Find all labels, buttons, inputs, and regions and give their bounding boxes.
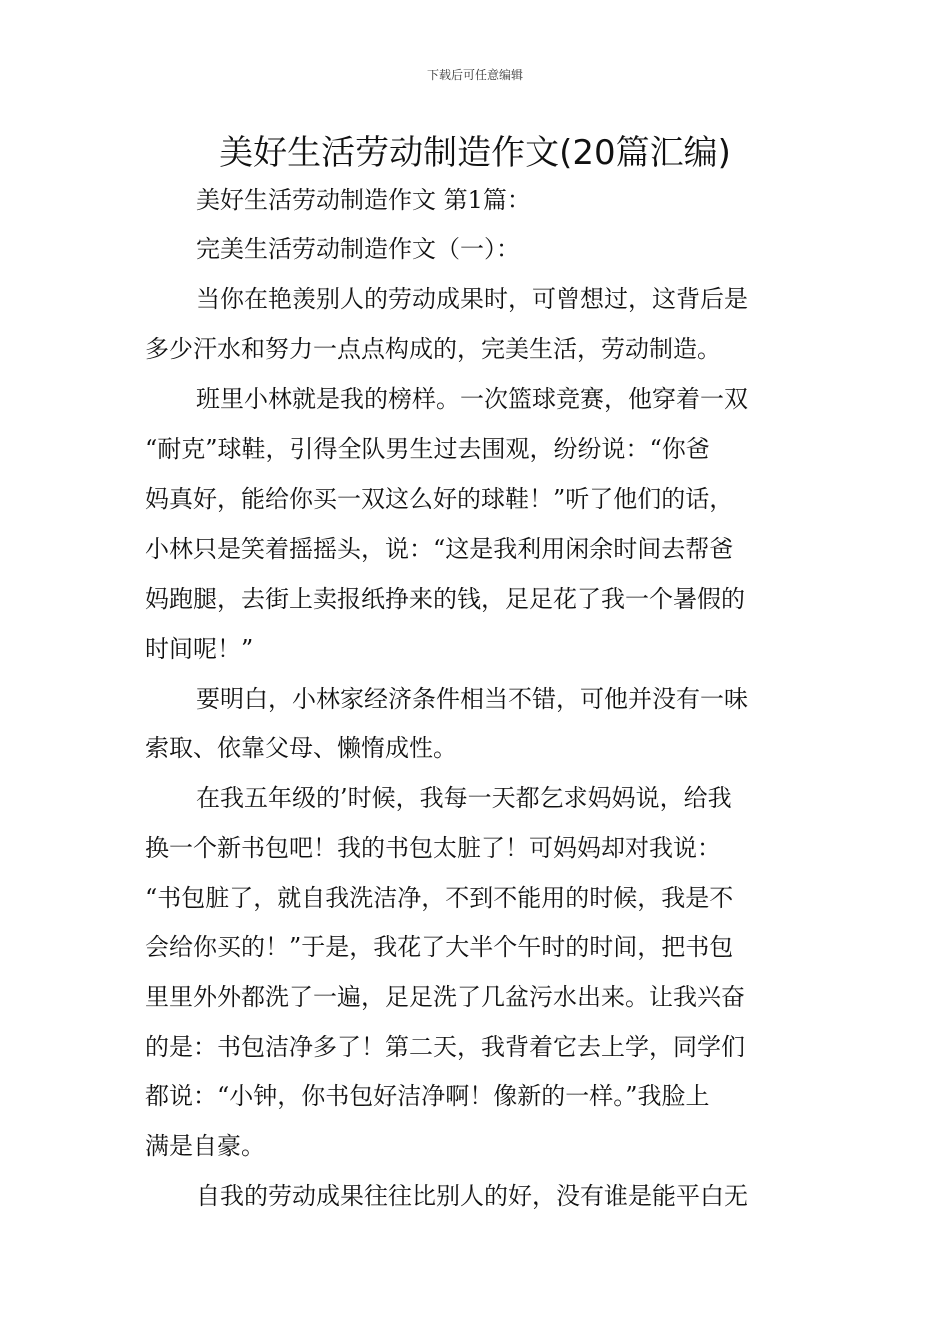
paragraph-line: 多少汗水和努力一点点构成的，完美生活，劳动制造。	[145, 335, 721, 363]
paragraph-line: 班里小林就是我的榜样。一次篮球竞赛，他穿着一双	[196, 385, 748, 413]
paragraph-line: 都说：“小钟，你书包好洁净啊！像新的一样。”我脸上	[145, 1082, 710, 1110]
paragraph-line: 索取、依靠父母、懒惰成性。	[145, 734, 457, 762]
paragraph-line: 要明白，小林家经济条件相当不错，可他并没有一味	[196, 685, 748, 713]
paragraph-line: 小林只是笑着摇摇头，说：“这是我利用闲余时间去帮爸	[145, 535, 734, 563]
section-heading: 美好生活劳动制造作文 第1篇：	[196, 186, 531, 214]
section-subheading: 完美生活劳动制造作文（一）：	[196, 235, 520, 263]
paragraph-line: 里里外外都洗了一遍，足足洗了几盆污水出来。让我兴奋	[145, 983, 745, 1011]
paragraph-line: 满是自豪。	[145, 1132, 265, 1160]
paragraph-line: 会给你买的！”于是，我花了大半个午时的时间，把书包	[145, 933, 734, 961]
paragraph-line: 换一个新书包吧！我的书包太脏了！可妈妈却对我说：	[145, 834, 721, 862]
paragraph-line: 的是：书包洁净多了！第二天，我背着它去上学，同学们	[145, 1033, 745, 1061]
paragraph-line: 自我的劳动成果往往比别人的好，没有谁是能平白无	[196, 1182, 748, 1210]
paragraph-line: 妈真好，能给你买一双这么好的球鞋！”听了他们的话，	[145, 485, 734, 513]
paragraph-line: “耐克”球鞋，引得全队男生过去围观，纷纷说：“你爸	[145, 435, 710, 463]
paragraph-line: 妈跑腿，去街上卖报纸挣来的钱，足足花了我一个暑假的	[145, 585, 745, 613]
paragraph-line: 时间呢！”	[145, 635, 254, 663]
header-note: 下载后可任意编辑	[426, 68, 523, 82]
paragraph-line: 当你在艳羡别人的劳动成果时，可曾想过，这背后是	[196, 285, 748, 313]
paragraph-line: 在我五年级的’时候，我每一天都乞求妈妈说，给我	[196, 784, 732, 812]
paragraph-line: “书包脏了，就自我洗洁净，不到不能用的时候，我是不	[145, 884, 734, 912]
document-title: 美好生活劳动制造作文(20篇汇编)	[219, 133, 731, 173]
